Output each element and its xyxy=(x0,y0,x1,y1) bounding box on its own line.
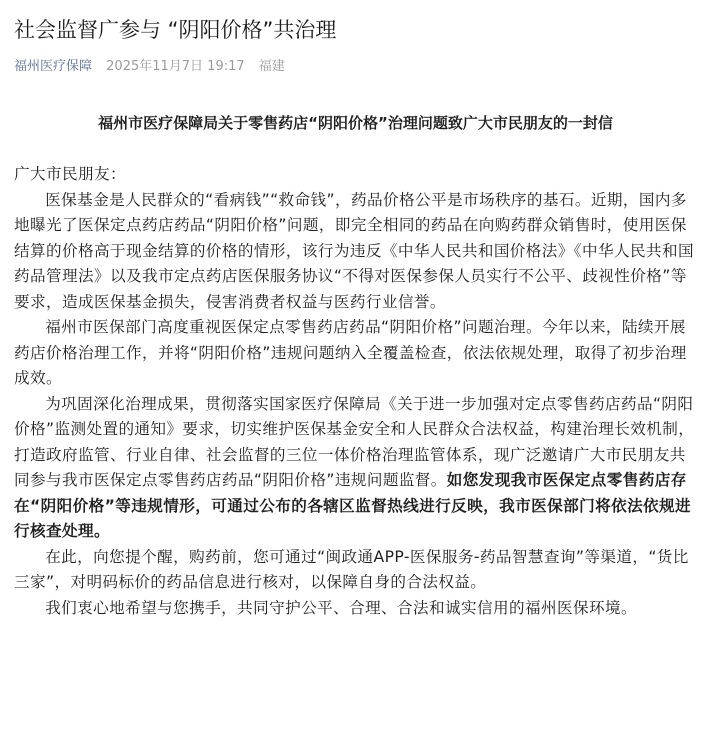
article-meta xyxy=(14,58,697,76)
letter-title: 福州市医疗保障局关于零售药店“阴阳价格”治理问题致广大市民朋友的一封信 xyxy=(98,114,613,132)
article-body xyxy=(14,162,697,621)
publish-location: 福建 xyxy=(258,59,285,74)
paragraph-5: 我们衷心地希望与您携手，共同守护公平、合理、合法和诚实信用的福州医保环境。 xyxy=(45,598,637,617)
paragraph-3-text: 为巩固深化治理成果，贯彻落实国家医疗保障局《关于进一步加强对定点零售药店药品“阴阳价格”监测处置的通知》要求，切实维护医保基金安全和人民群众合法权益，构建治理长效机制，打造政府监管、行业自律、社会监督的三位一体价格治理监管体系，现广泛邀请广大市民朋友共同参与我市医保定点零售药店药品“阴阳价格”违规问题监督。 xyxy=(14,394,695,489)
salutation: 广大市民朋友： xyxy=(14,165,126,183)
paragraph-2: 福州市医保部门高度重视医保定点零售药店药品“阴阳价格”问题治理。今年以来，陆续开展药店价格治理工作，并将“阴阳价格”违规问题纳入全覆盖检查，依法依规处理，取得了初步治理成效。 xyxy=(14,318,687,387)
paragraph-4: 在此，向您提个醒，购药前，您可通过“闽政通APP-医保服务-药品智慧查询”等渠道，“货比三家”，对明码标价的药品信息进行核对，以保障自身的合法权益。 xyxy=(14,547,689,591)
article-title: 社会监督广参与 “阴阳价格”共治理 xyxy=(14,18,337,42)
paragraph-3-bold-text: 如您发现我市医保定点零售药店存在“阴阳价格”等违规情形，可通过公布的各辖区监督热线进行反映，我市医保部门将依法依规进行核查处理。 xyxy=(14,471,692,540)
paragraph-1: 医保基金是人民群众的“看病钱”“救命钱”，药品价格公平是市场秩序的基石。近期，国内多地曝光了医保定点药店药品“阴阳价格”问题，即完全相同的药品在向购药群众销售时，使用医保结算的价格高于现金结算的价格的情形，该行为违反《中华人民共和国价格法》《中华人民共和国药品管理法》以及我市定点药店医保服务协议“不得对医保参保人员实行不公平、歧视性价格”等要求，造成医保基金损失，侵害消费者权益与医药行业信誉。 xyxy=(14,190,694,311)
paragraph-3 xyxy=(14,392,697,545)
publish-date: 2025年11月7日 19:17 xyxy=(106,59,245,74)
account-name-link[interactable]: 福州医疗保障 xyxy=(14,59,93,74)
